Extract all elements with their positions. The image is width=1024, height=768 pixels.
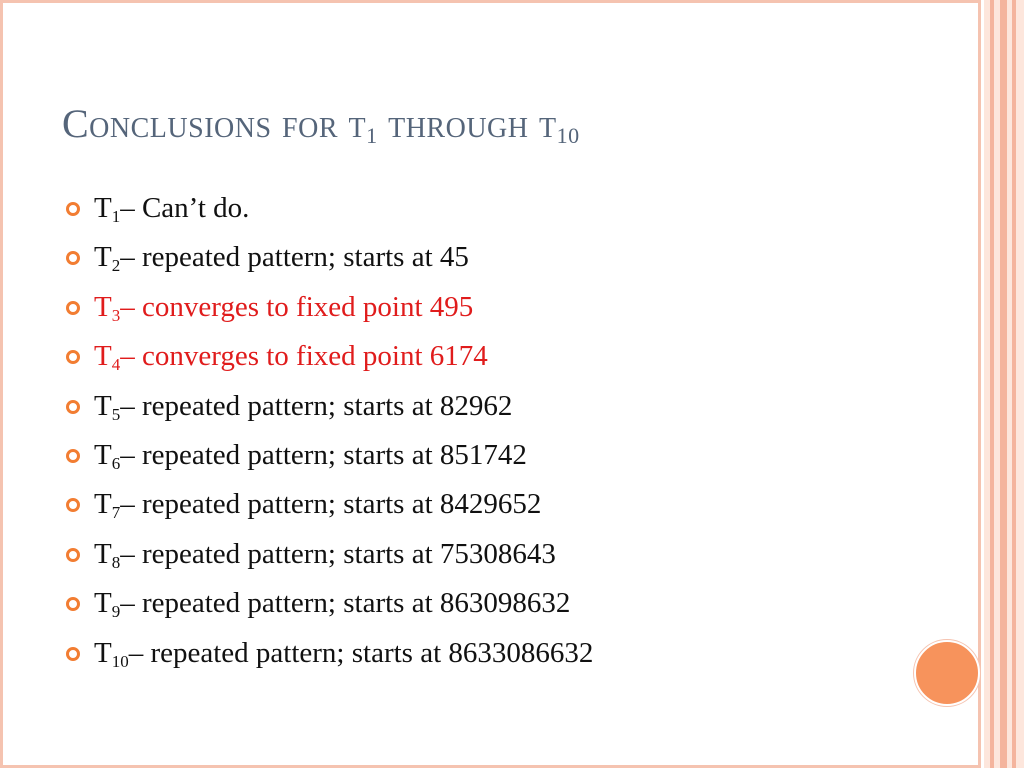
slide-title [62,100,580,149]
bullet-letter: T [94,290,112,323]
bullet-text: – repeated pattern; starts at 8633086632 [128,636,594,669]
decorative-stripe [990,0,994,768]
frame-left-border [0,0,3,768]
bullet-letter: T [94,537,112,570]
bullet-text: – Can’t do. [120,192,250,224]
bullet-text: – converges to fixed point 495 [120,290,474,323]
bullet-text: – repeated pattern; starts at 82962 [120,389,513,422]
bullet-ring-icon [66,202,80,216]
bullet-letter: T [94,438,112,471]
bullet-item [62,433,593,482]
bullet-ring-icon [66,548,80,562]
bullet-ring-icon [66,251,80,265]
bullet-item [62,235,593,284]
bullet-item [62,631,593,680]
bullet-subscript: 5 [111,404,121,424]
title-mid-text: through t [377,101,557,146]
bullet-ring-icon [66,449,80,463]
bullet-subscript: 9 [111,602,121,622]
bullet-item [62,384,593,433]
title-text: Conclusions for t [62,101,367,146]
bullet-subscript: 6 [111,453,121,473]
bullet-item [62,532,593,581]
bullet-letter: T [94,587,112,620]
bullet-text: – repeated pattern; starts at 45 [120,241,469,274]
bullet-subscript: 2 [111,256,121,276]
bullet-item [62,186,593,235]
bullet-ring-icon [66,301,80,315]
bullet-letter: T [94,192,112,224]
frame-top-border [0,0,980,3]
bullet-ring-icon [66,597,80,611]
bullet-item [62,482,593,531]
title-subscript-10: 10 [556,123,580,148]
bullet-ring-icon [66,647,80,661]
bullet-subscript: 10 [111,651,129,671]
title-subscript-1: 1 [366,123,378,148]
decorative-stripe [1000,0,1007,768]
accent-circle [914,640,980,706]
bullet-letter: T [94,389,112,422]
bullet-letter: T [94,636,112,669]
bullet-ring-icon [66,350,80,364]
bullet-subscript: 3 [111,305,121,325]
bullet-subscript: 7 [111,503,121,523]
bullet-letter: T [94,241,112,274]
bullet-letter: T [94,340,112,373]
bullet-list [62,186,593,680]
bullet-subscript: 1 [111,207,121,226]
frame-right-border [978,0,981,768]
bullet-text: – repeated pattern; starts at 851742 [120,438,527,471]
bullet-subscript: 8 [111,552,121,572]
bullet-text: – repeated pattern; starts at 863098632 [120,587,571,620]
bullet-subscript: 4 [111,355,121,375]
bullet-ring-icon [66,498,80,512]
decorative-stripe [1012,0,1016,768]
bullet-item [62,334,593,383]
bullet-text: – converges to fixed point 6174 [120,340,488,373]
bullet-text: – repeated pattern; starts at 8429652 [120,488,542,521]
bullet-ring-icon [66,400,80,414]
bullet-item [62,581,593,630]
bullet-letter: T [94,488,112,521]
bullet-text: – repeated pattern; starts at 75308643 [120,537,556,570]
bullet-item [62,285,593,334]
